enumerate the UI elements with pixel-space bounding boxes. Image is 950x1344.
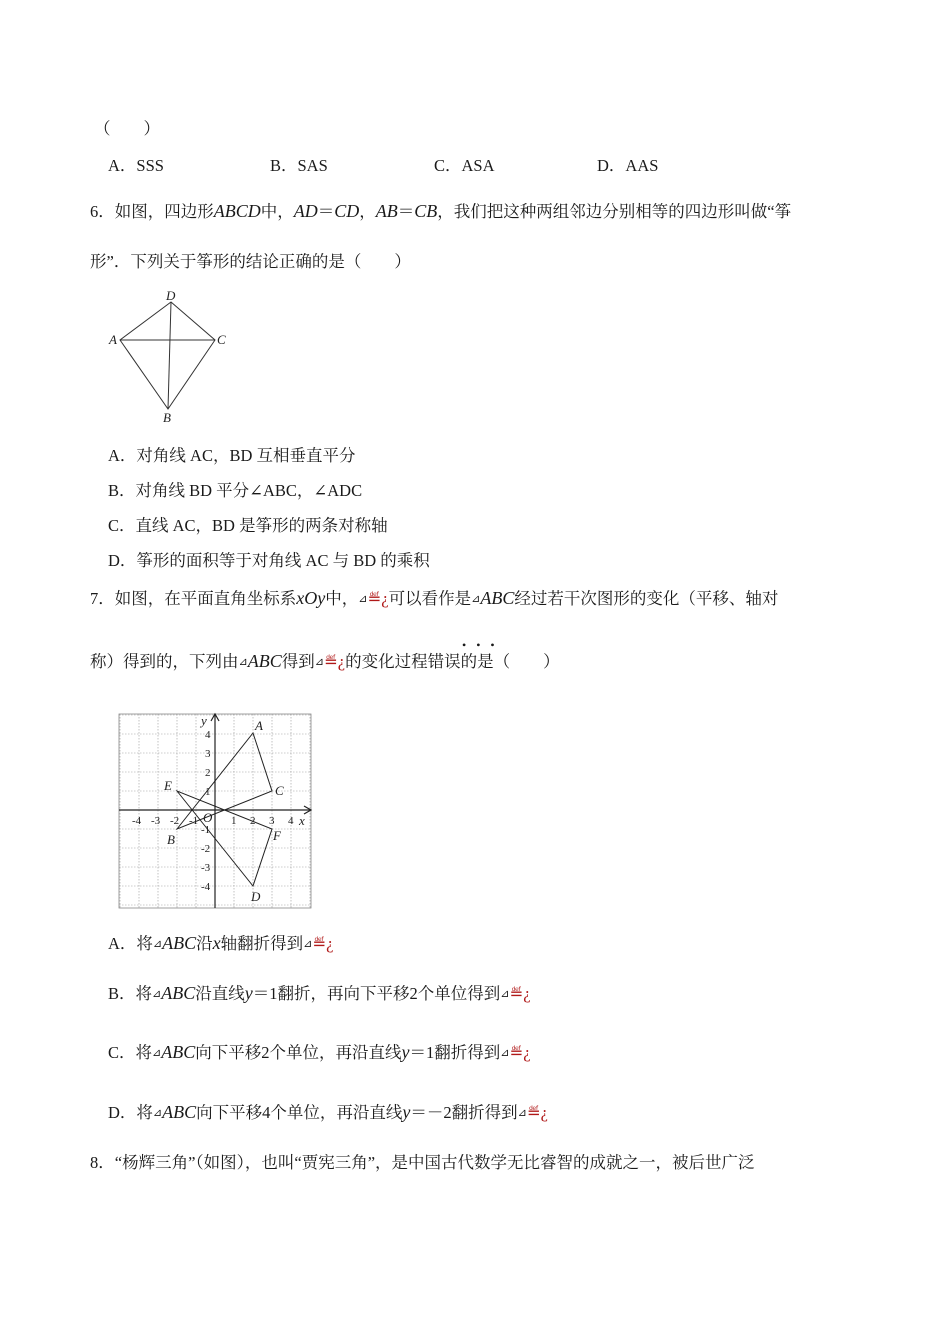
q7-option-a: A．将⊿ABC沿x轴翻折得到⊿≝¿ [108, 933, 334, 953]
kite-label-a: A [109, 332, 117, 347]
q8-stem: 8．“杨辉三角”（如图），也叫“贾宪三角”，是中国古代数学无比睿智的成就之一，被后世广泛 [90, 1153, 755, 1172]
q5-paren: （ ） [94, 119, 160, 138]
x-tick-labels [132, 815, 294, 827]
svg-text:3: 3 [205, 748, 211, 760]
q7-option-d: D．将⊿ABC向下平移4个单位，再沿直线y＝－2翻折得到⊿≝¿ [108, 1102, 549, 1122]
svg-text:2: 2 [205, 767, 211, 779]
origin-label: O [203, 810, 213, 825]
q7-emphasis-dots: ••• [462, 638, 505, 652]
point-f-label: F [273, 828, 281, 843]
svg-text:1: 1 [231, 815, 237, 827]
x-axis-label: x [299, 813, 305, 828]
q6-option-a: A．对角线 AC，BD 互相垂直平分 [108, 446, 356, 465]
svg-text:-4: -4 [201, 881, 211, 893]
q6-option-d: D．筝形的面积等于对角线 AC 与 BD 的乘积 [108, 551, 430, 570]
q7-option-c: C．将⊿ABC向下平移2个单位，再沿直线y＝1翻折得到⊿≝¿ [108, 1042, 531, 1062]
kite-figure [104, 288, 234, 426]
y-axis-label: y [201, 713, 207, 728]
point-d-label: D [251, 889, 261, 904]
svg-text:2: 2 [250, 815, 256, 827]
svg-text:-1: -1 [189, 815, 199, 827]
svg-text:-3: -3 [151, 815, 161, 827]
point-e-label: E [164, 778, 172, 793]
svg-text:4: 4 [205, 729, 211, 741]
q5-option-b: B．SAS [270, 156, 328, 175]
kite-diagonal-bd [168, 302, 171, 409]
svg-text:-2: -2 [201, 843, 211, 855]
garbled-symbol: ≝¿ [367, 589, 389, 608]
coordinate-figure [115, 708, 320, 913]
q5-option-c: C．ASA [434, 156, 495, 175]
kite-label-c: C [217, 332, 226, 347]
kite-label-b: B [163, 410, 171, 425]
q7-option-b: B．将⊿ABC沿直线y＝1翻折，再向下平移2个单位得到⊿≝¿ [108, 983, 531, 1003]
q6-option-c: C．直线 AC，BD 是筝形的两条对称轴 [108, 516, 388, 535]
point-c-label: C [275, 783, 284, 798]
point-a-label: A [255, 718, 263, 733]
svg-text:-4: -4 [132, 815, 142, 827]
svg-text:3: 3 [269, 815, 275, 827]
svg-text:-2: -2 [170, 815, 180, 827]
svg-text:1: 1 [205, 786, 211, 798]
triangle-edf [177, 791, 272, 886]
axes [119, 714, 311, 908]
point-b-label: B [167, 832, 175, 847]
q6-option-b: B．对角线 BD 平分∠ABC，∠ADC [108, 481, 363, 500]
q5-option-a: A．SSS [108, 156, 164, 175]
svg-text:-3: -3 [201, 862, 211, 874]
kite-label-d: D [166, 288, 176, 303]
q7-stem-line2: 称）得到的，下列由⊿ABC得到⊿≝¿的变化过程错误的是（ ） [90, 651, 560, 671]
q7-stem-line1: 7．如图，在平面直角坐标系xOy中，⊿≝¿可以看作是⊿ABC经过若干次图形的变化（平移、轴对 [90, 588, 779, 608]
q6-stem-line1: 6．如图，四边形ABCD中，AD＝CD，AB＝CB，我们把这种两组邻边分别相等的四边形叫做“筝 [90, 201, 792, 221]
q5-option-d: D．AAS [597, 156, 659, 175]
svg-text:4: 4 [288, 815, 294, 827]
kite-outline [120, 302, 215, 409]
svg-text:-1: -1 [201, 824, 211, 836]
q6-stem-line2: 形”．下列关于筝形的结论正确的是（ ） [90, 252, 411, 271]
